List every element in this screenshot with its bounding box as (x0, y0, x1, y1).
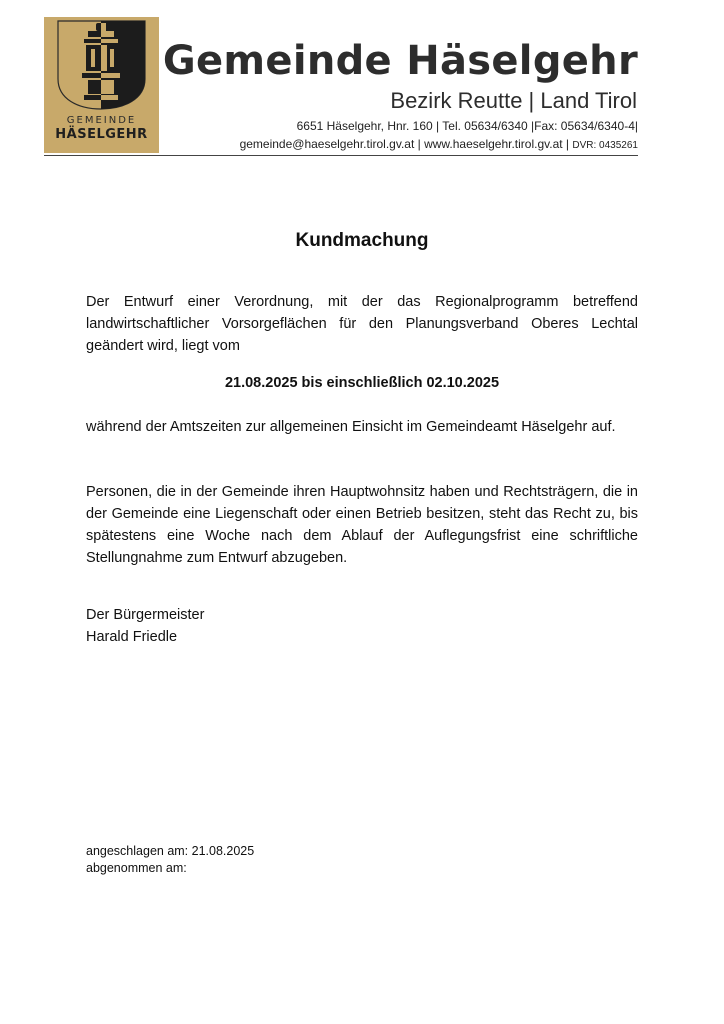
letterhead-subtitle: Bezirk Reutte | Land Tirol (390, 88, 637, 113)
signature-name: Harald Friedle (86, 629, 178, 645)
posting-info (86, 843, 254, 877)
letterhead-divider (162, 155, 638, 156)
letterhead-web-contact (240, 137, 638, 151)
signature-role: Der Bürgermeister (86, 607, 205, 623)
signature-block (86, 604, 204, 648)
document-title: Kundmachung (295, 230, 429, 251)
letterhead-email-web: gemeinde@haeselgehr.tirol.gv.at | www.haeselgehr.tirol.gv.at | (239, 137, 570, 151)
letterhead-address: 6651 Häselgehr, Hnr. 160 | Tel. 05634/6340 |Fax: 05634/6340-4| (296, 119, 638, 133)
letterhead-title: Gemeinde Häselgehr (162, 38, 638, 84)
paragraph-inspection: während der Amtszeiten zur allgemeinen Einsicht im Gemeindeamt Häselgehr auf. (86, 419, 616, 435)
posted-date: angeschlagen am: 21.08.2025 (86, 844, 255, 858)
removed-date: abgenommen am: (86, 861, 187, 875)
letterhead-divider-left (44, 155, 162, 156)
municipality-logo (44, 17, 159, 153)
letterhead-dvr: DVR: 0435261 (572, 140, 638, 151)
paragraph-objection-right: Personen, die in der Gemeinde ihren Hauptwohnsitz haben und Rechtsträgern, die in der Gemeinde eine Liegenschaft oder einen Betrieb besitzen, steht das Recht zu, bis spätestens eine Woche nach dem Ablauf der Auflegungsfrist eine schriftliche Stellungnahme zum Entwurf abzugeben. (86, 484, 638, 566)
paragraph-draft-ordinance: Der Entwurf einer Verordnung, mit der das Regionalprogramm betreffend landwirtschaftlicher Vorsorgeflächen für den Planungsverband Oberes Lechtal geändert wird, liegt vom (86, 294, 638, 354)
logo-wordmark-bottom: HÄSELGEHR (55, 127, 148, 142)
logo-wordmark-top: GEMEINDE (66, 115, 137, 126)
display-period: 21.08.2025 bis einschließlich 02.10.2025 (224, 375, 500, 391)
